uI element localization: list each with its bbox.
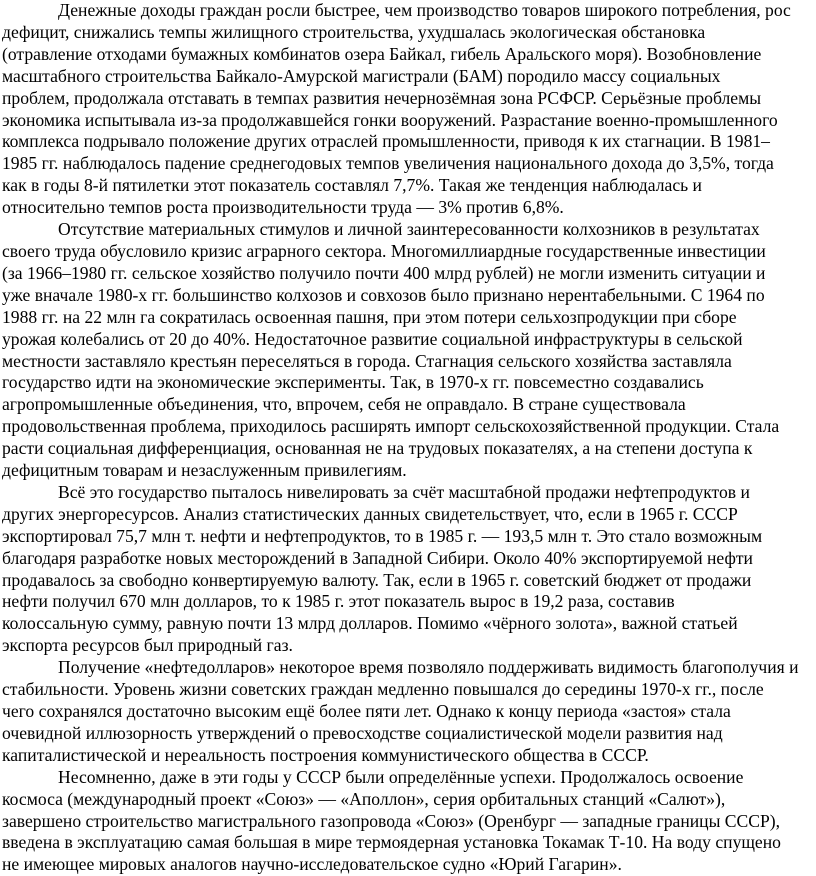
text-line: своего труда обусловило кризис аграрного сектора. Многомиллиардные государственные инвестиции — [2, 240, 766, 261]
text-line: государство идти на экономические эксперименты. Так, в 1970-х гг. повсеместно создавались — [2, 372, 704, 393]
text-line: (отравление отходами бумажных комбинатов озера Байкал, гибель Аральского моря). Возобновление — [2, 43, 762, 64]
text-line: стабильности. Уровень жизни советских граждан медленно повышался до середины 1970-х гг., после — [2, 679, 764, 700]
text-line: завершено строительство магистрального газопровода «Союз» (Оренбург — западные границы СССР), — [2, 810, 781, 831]
text-line: агропромышленные объединения, что, впрочем, себя не оправдало. В стране существовала — [2, 394, 686, 415]
paragraph — [2, 0, 814, 219]
text-line: других энергоресурсов. Анализ статистических данных свидетельствует, что, если в 1965 г. СССР — [2, 503, 738, 524]
text-line: урожая колебались от 20 до 40%. Недостаточное развитие социальной инфраструктуры в сельской — [2, 328, 743, 349]
text-line: продовольственная проблема, приходилось расширять импорт сельскохозяйственной продукции. Стала — [2, 416, 780, 437]
text-line: уже вначале 1980-х гг. большинство колхозов и совхозов было признано нерентабельными. С 1964 по — [2, 284, 765, 305]
text-line: экспортировал 75,7 млн т. нефти и нефтепродуктов, то в 1985 г. — 193,5 млн т. Это стало возможным — [2, 525, 763, 546]
text-line: дефицит, снижались темпы жилищного строительства, ухудшалась экологическая обстановка — [2, 21, 706, 42]
text-line: очевидной иллюзорность утверждений о превосходстве социалистической модели развития над — [2, 722, 723, 743]
text-line: введена в эксплуатацию самая большая в мире термоядерная установка Токамак Т-10. На воду спущено — [2, 832, 781, 853]
text-line: колоссальную сумму, равную почти 13 млрд долларов. Помимо «чёрного золота», важной статьей — [2, 613, 738, 634]
text-line: Отсутствие материальных стимулов и личной заинтересованности колхозников в результатах — [58, 219, 760, 240]
text-line: Несомненно, даже в эти годы у СССР были определённые успехи. Продолжалось освоение — [58, 766, 744, 787]
text-line: относительно темпов роста производительности труда — 3% против 6,8%. — [2, 197, 564, 218]
text-line: продавалось за свободно конвертируемую валюту. Так, если в 1965 г. советский бюджет от продажи — [2, 569, 752, 590]
text-line: (за 1966–1980 гг. сельское хозяйство получило почти 400 млрд рублей) не могли изменить ситуации и — [2, 262, 766, 283]
text-line: 1985 гг. наблюдалось падение среднегодовых темпов увеличения национального дохода до 3,5%, тогда — [2, 153, 774, 174]
text-line: расти социальная дифференциация, основанная не на трудовых показателях, а на степени доступа к — [2, 438, 753, 459]
paragraph — [2, 767, 814, 876]
text-line: дефицитным товарам и незаслуженным привилегиям. — [2, 460, 407, 481]
text-line: проблем, продолжала отставать в темпах развития нечернозёмная зона РСФСР. Серьёзные проблемы — [2, 87, 762, 108]
text-line: Всё это государство пыталось нивелировать за счёт масштабной продажи нефтепродуктов и — [58, 481, 750, 502]
paragraph — [2, 219, 814, 482]
text-line: экспорта ресурсов был природный газ. — [2, 635, 293, 656]
text-line: благодаря разработке новых месторождений в Западной Сибири. Около 40% экспортируемой нефти — [2, 547, 753, 568]
text-line: местности заставляло крестьян переселяться в города. Стагнация сельского хозяйства заставляла — [2, 350, 732, 371]
text-line: Денежные доходы граждан росли быстрее, чем производство товаров широкого потребления, рос — [58, 0, 791, 20]
paragraph — [2, 657, 814, 767]
text-line: нефти получил 670 млн долларов, то к 1985 г. этот показатель вырос в 19,2 раза, составив — [2, 591, 675, 612]
text-line: капиталистической и нереальность построения коммунистического общества в СССР. — [2, 744, 649, 765]
text-line: масштабного строительства Байкало-Амурской магистрали (БАМ) породило массу социальных — [2, 65, 721, 86]
text-line: космоса (международный проект «Союз» — «Аполлон», серия орбитальных станций «Салют»), — [2, 788, 726, 809]
text-line: чего сохранялся достаточно высоким ещё более пяти лет. Однако к концу периода «застоя» стала — [2, 701, 731, 721]
text-line: экономика испытывала из-за продолжавшейся гонки вооружений. Разрастание военно-промышленного — [2, 109, 778, 130]
text-line: не имеющее мировых аналогов научно-исследовательское судно «Юрий Гагарин». — [2, 854, 622, 875]
text-line: 1988 гг. на 22 млн га сократилась освоенная пашня, при этом потери сельхозпродукции при сборе — [2, 306, 737, 327]
paragraph — [2, 482, 814, 657]
text-line: как в годы 8-й пятилетки этот показатель составлял 7,7%. Такая же тенденция наблюдалась и — [2, 175, 702, 196]
text-line: Получение «нефтедолларов» некоторое время позволяло поддерживать видимость благополучия и — [58, 657, 799, 678]
text-line: комплекса подрывало положение других отраслей промышленности, приводя к их стагнации. В 1981– — [2, 131, 770, 152]
